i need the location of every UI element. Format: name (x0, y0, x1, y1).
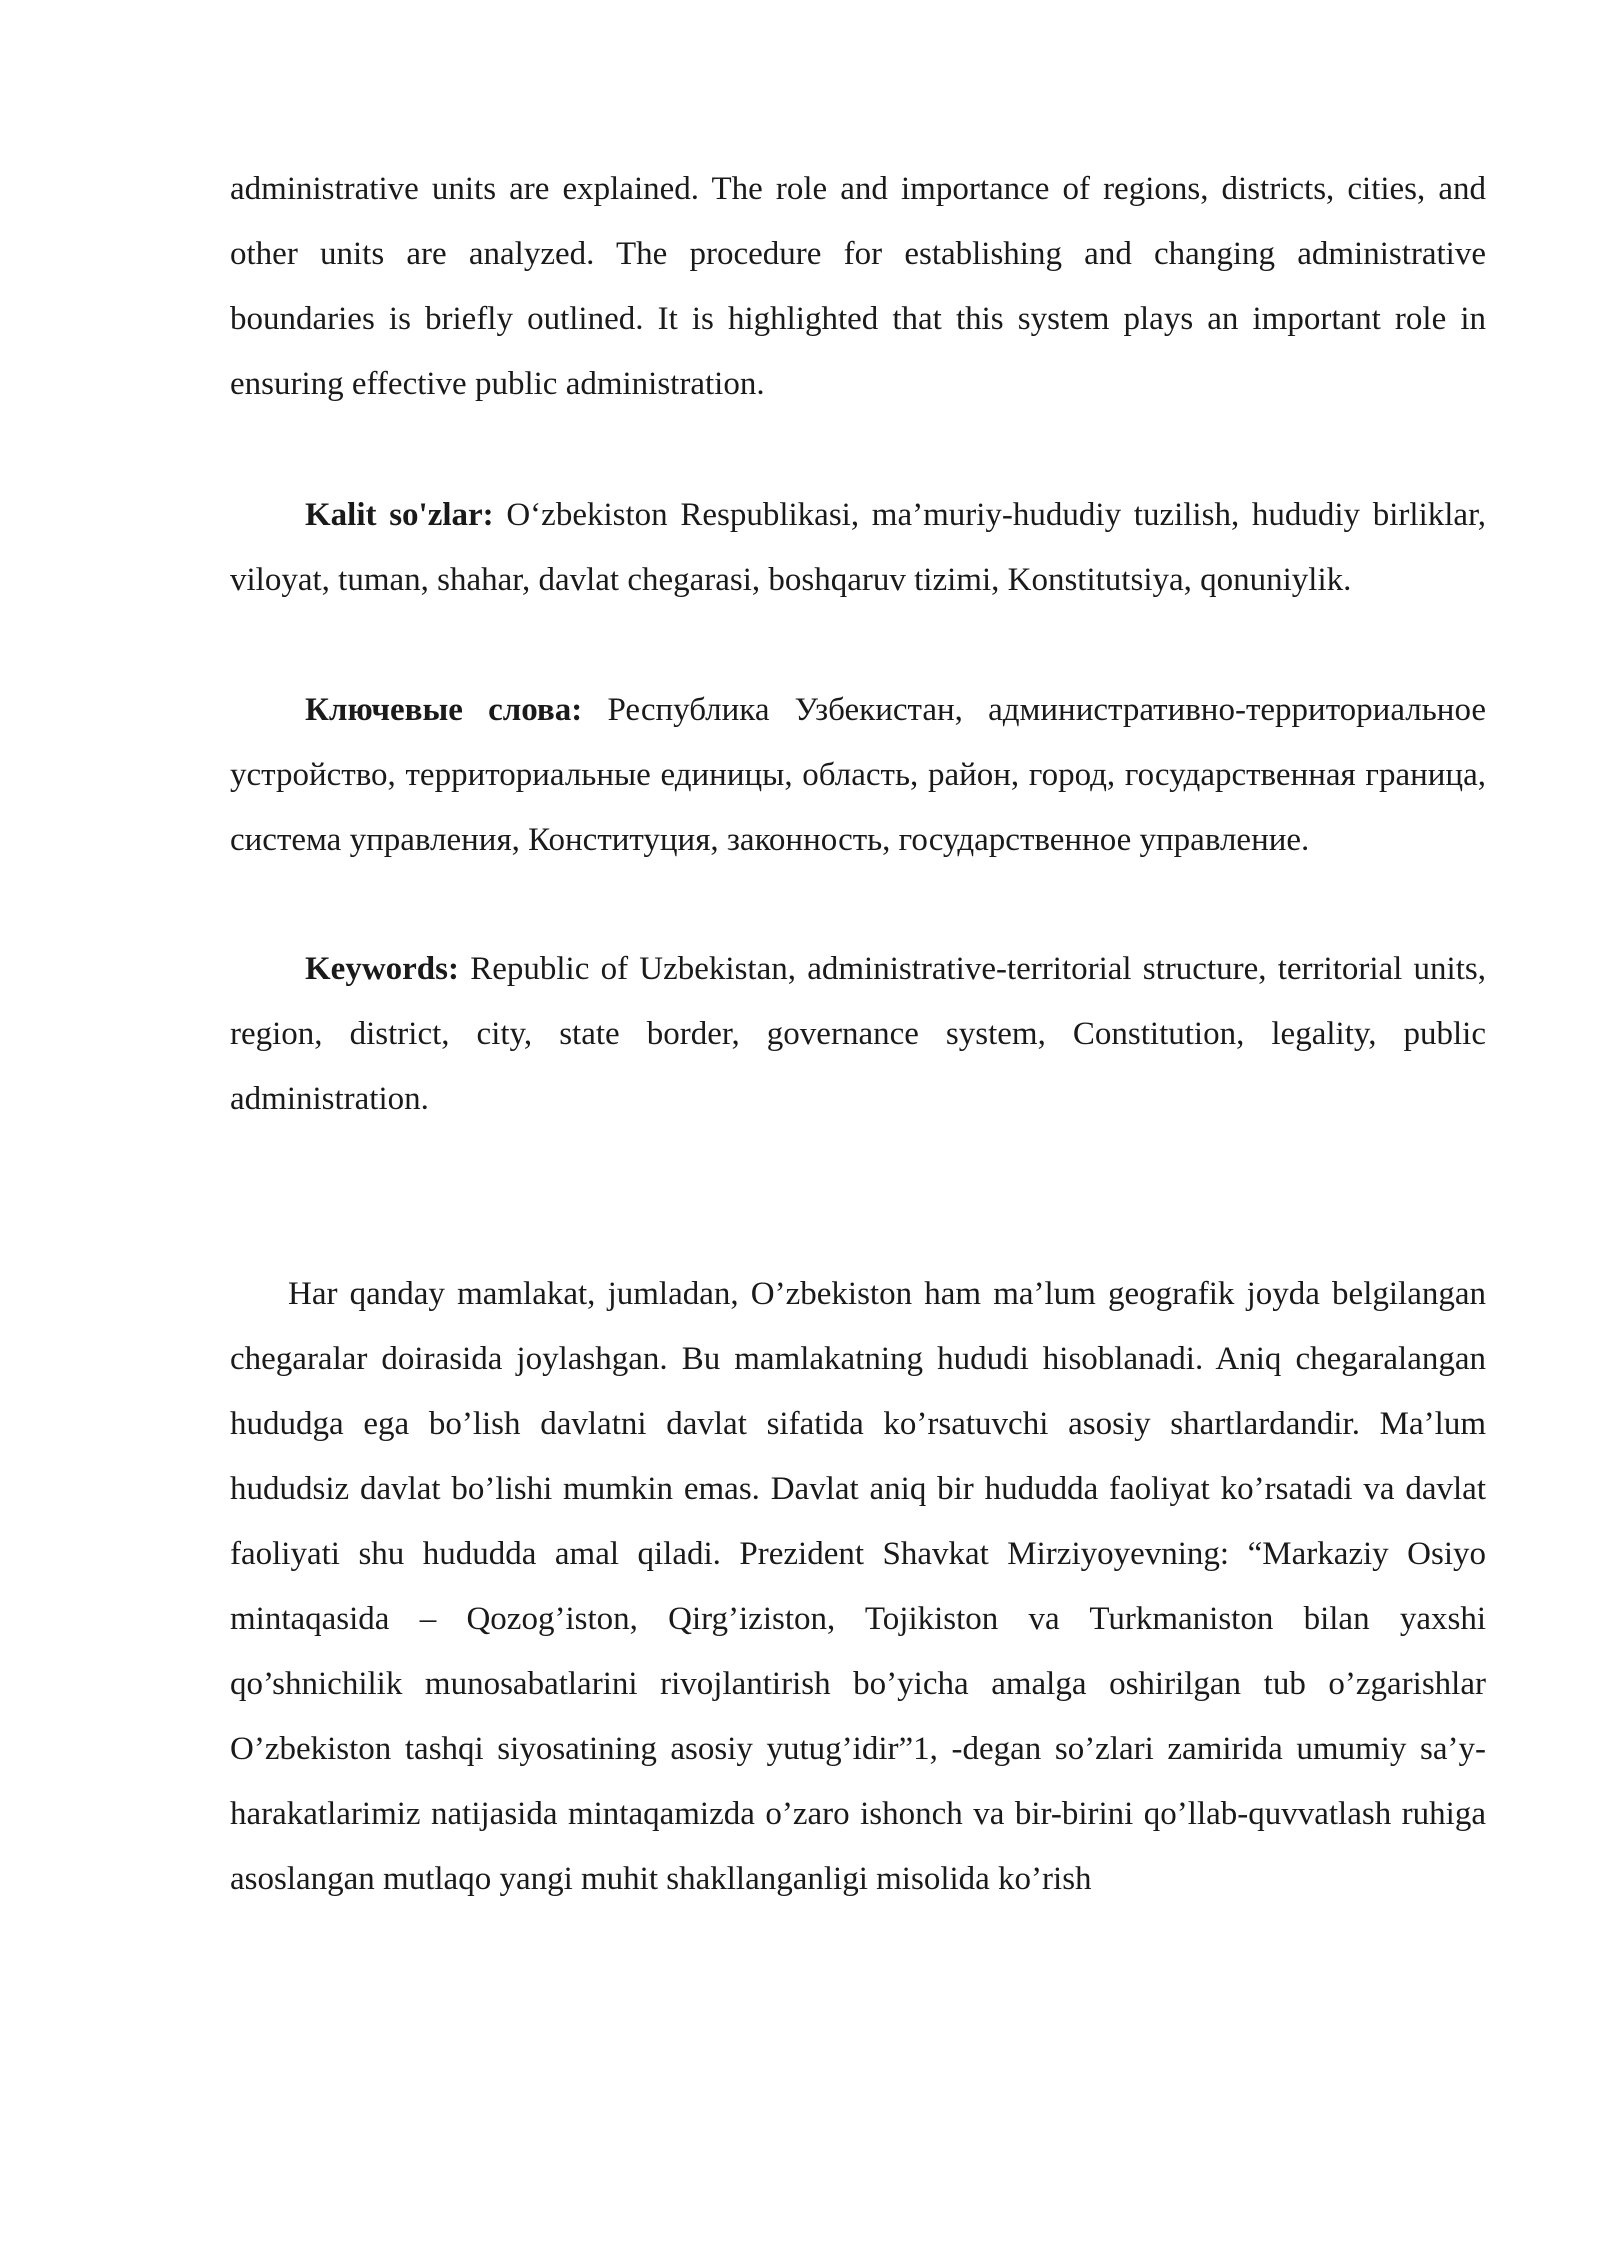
keywords-en-label: Keywords: (305, 951, 459, 987)
keywords-uz (230, 483, 1486, 613)
keywords-ru (230, 678, 1486, 873)
keywords-uz-text: O‘zbekiston Respublikasi, ma’muriy-hududiy tuzilish, hududiy birliklar, viloyat, tuman, shahar, davlat chegarasi, boshqaruv tizimi, Konstitutsiya, qonuniylik. (230, 497, 1486, 598)
keywords-en-text: Republic of Uzbekistan, administrative-territorial structure, territorial units, region, district, city, state border, governance system, Constitution, legality, public administration. (230, 951, 1486, 1117)
abstract-text: administrative units are explained. The role and importance of regions, districts, cities, and other units are analyzed. The procedure for establishing and changing administrative boundaries is briefly outlined. It is highlighted that this system plays an important role in ensuring effective public administration. (230, 171, 1486, 402)
keywords-ru-text: Республика Узбекистан, административно-территориальное устройство, территориальные единицы, область, район, город, государственная граница, система управления, Конституция, законность, государственное управление. (230, 692, 1486, 858)
body-paragraph: Har qanday mamlakat, jumladan, O’zbekiston ham ma’lum geografik joyda belgilangan chegaralar doirasida joylashgan. Bu mamlakatning hududi hisoblanadi. Aniq chegaralangan hududga ega bo’lish davlatni davlat sifatida ko’rsatuvchi asosiy shartlardandir. Ma’lum hududsiz davlat bo’lishi mumkin emas. Davlat aniq bir hududda faoliyat ko’rsatadi va davlat faoliyati shu hududda amal qiladi. Prezident Shavkat Mirziyoyevning: “Markaziy Osiyo mintaqasida – Qozog’iston, Qirg’iziston, Tojikiston va Turkmaniston bilan yaxshi qo’shnichilik munosabatlarini rivojlantirish bo’yicha amalga oshirilgan tub o’zgarishlar O’zbekiston tashqi siyosatining asosiy yutug’idir”1, -degan so’zlari zamirida umumiy sa’y-harakatlarimiz natijasida mintaqamizda o’zaro ishonch va bir-birini qo’llab-quvvatlash ruhiga asoslangan mutlaqo yangi muhit shakllanganligi misolida ko’rish (230, 1276, 1486, 1897)
keywords-en (230, 937, 1486, 1132)
keywords-ru-label: Ключевые слова: (305, 692, 583, 728)
keywords-uz-label: Kalit so'zlar: (305, 497, 494, 533)
